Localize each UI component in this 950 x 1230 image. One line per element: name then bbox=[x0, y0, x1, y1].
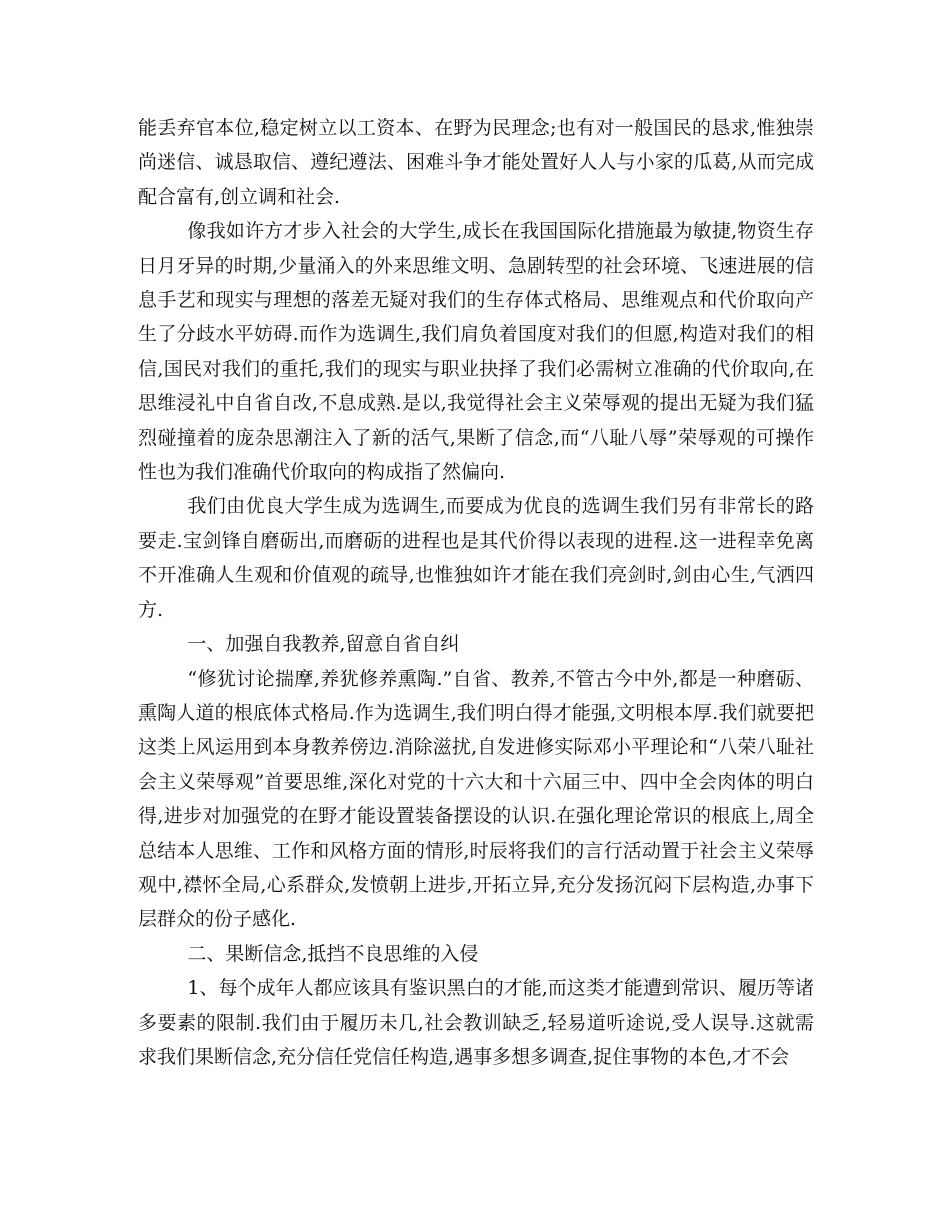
paragraph-2: 像我如许方才步入社会的大学生,成长在我国国际化措施最为敏捷,物资生存日月牙异的时期,少量涌入的外来思维文明、急剧转型的社会环境、飞速进展的信息手艺和现实与理想的落差无疑对我们的生存体式格局、思维观点和代价取向产生了分歧水平妨碍.而作为选调生,我们肩负着国度对我们的但愿,构造对我们的相信,国民对我们的重托,我们的现实与职业抉择了我们必需树立准确的代价取向,在思维浸礼中自省自改,不息成熟.是以,我觉得社会主义荣辱观的提出无疑为我们猛烈碰撞着的庞杂思潮注入了新的活气,果断了信念,而“八耻八辱”荣辱观的可操作性也为我们准确代价取向的构成指了然偏向. bbox=[138, 220, 814, 484]
section-heading-2: 二、果断信念,抵挡不良思维的入侵 bbox=[187, 942, 479, 965]
paragraph-4: “修犹讨论揣摩,养犹修养熏陶.”自省、教养,不管古今中外,都是一种磨砺、熏陶人道的根底体式格局.作为选调生,我们明白得才能强,文明根本厚.我们就要把这类上风运用到本身教养傍边.消除滋扰,自发进修实际邓小平理论和“八荣八耻社会主义荣辱观”首要思维,深化对党的十六大和十六届三中、四中全会肉体的明白得,进步对加强党的在野才能设置装备摆设的认识.在强化理论常识的根底上,周全总结本人思维、工作和风格方面的情形,时辰将我们的言行活动置于社会主义荣辱观中,襟怀全局,心系群众,发愤朝上进步,开拓立异,充分发扬沉闷下层构造,办事下层群众的份子感化. bbox=[138, 667, 814, 931]
paragraph-1: 能丢弃官本位,稳定树立以工资本、在野为民理念;也有对一般国民的恳求,惟独崇尚迷信、诚恳取信、遵纪遵法、困难斗争才能处置好人人与小家的瓜葛,从而完成配合富有,创立调和社会. bbox=[138, 117, 814, 208]
paragraph-5: 1、每个成年人都应该具有鉴识黑白的才能,而这类才能遭到常识、履历等诸多要素的限制.我们由于履历未几,社会教训缺乏,轻易道听途说,受人误导.这就需求我们果断信念,充分信任党信任构造,遇事多想多调查,捉住事物的本色,才不会 bbox=[138, 977, 814, 1068]
section-heading-1: 一、加强自我教养,留意自省自纠 bbox=[187, 633, 460, 656]
paragraph-3: 我们由优良大学生成为选调生,而要成为优良的选调生我们另有非常长的路要走.宝剑锋自磨砺出,而磨砺的进程也是其代价得以表现的进程.这一进程幸免离不开准确人生观和价值观的疏导,也惟独如许才能在我们亮剑时,剑由心生,气洒四方. bbox=[138, 495, 814, 621]
document-page bbox=[138, 111, 814, 1074]
